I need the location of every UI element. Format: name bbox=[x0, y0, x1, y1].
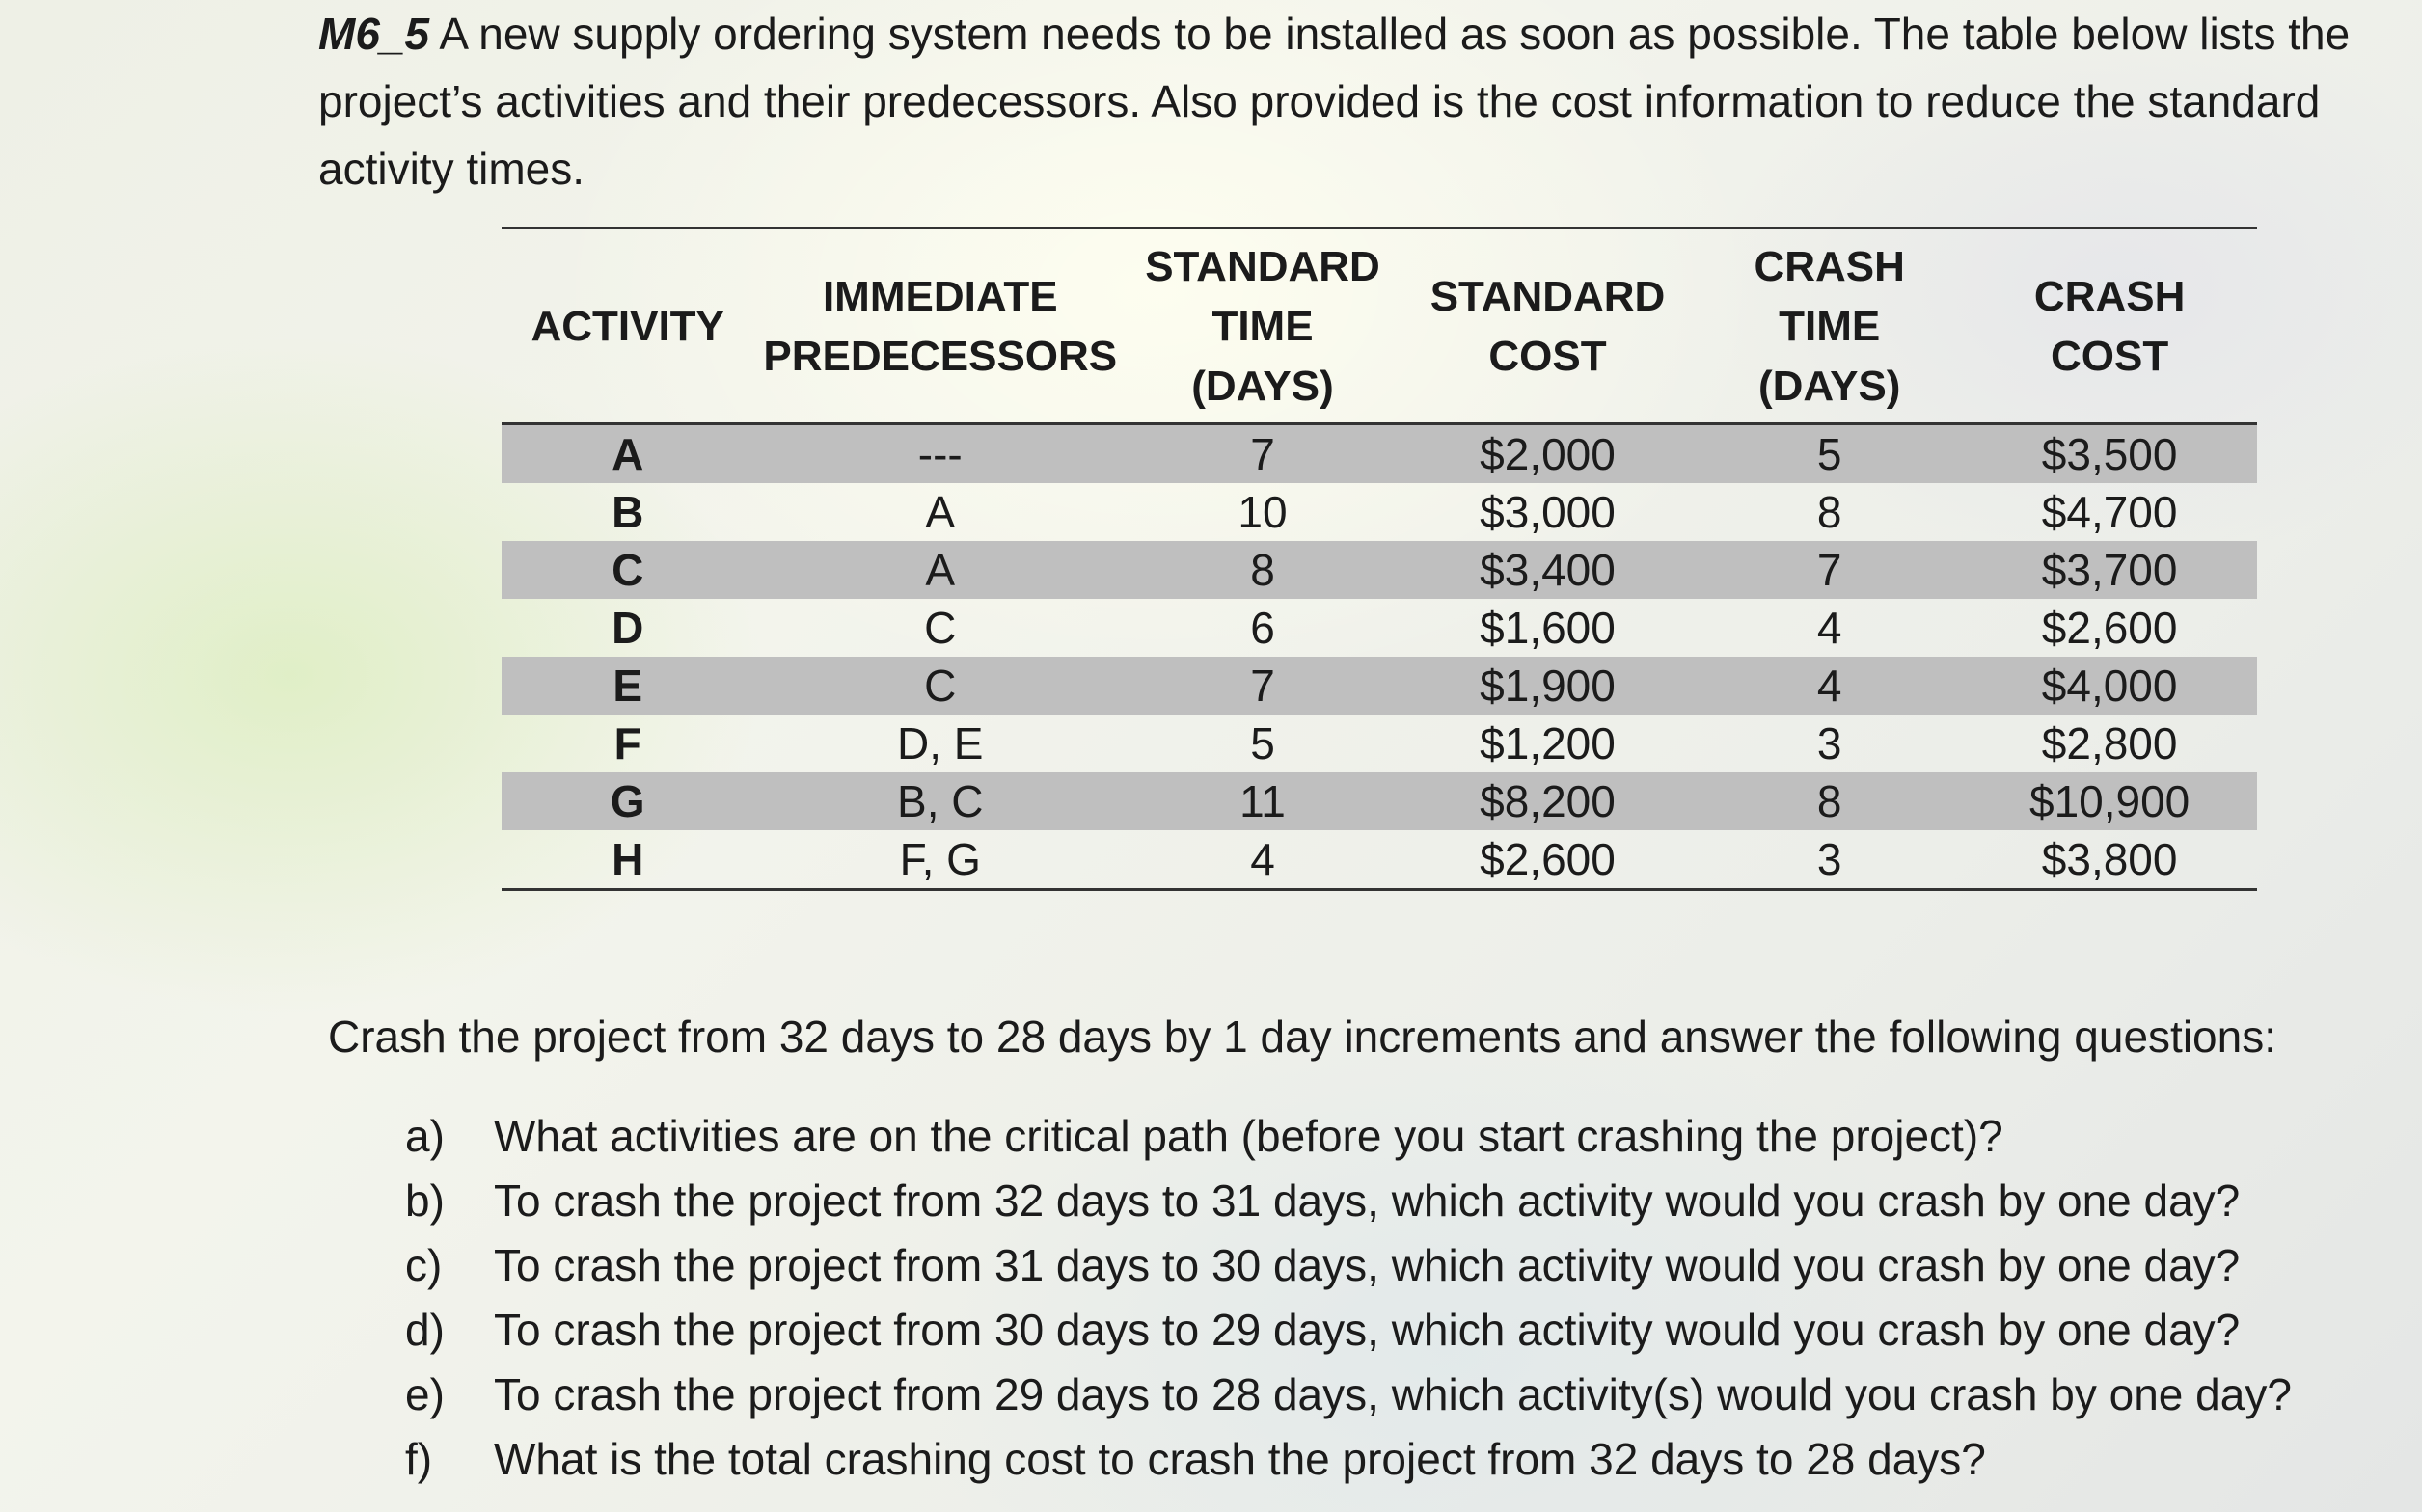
question-text: What activities are on the critical path (before you start crashing the project)? bbox=[494, 1111, 2003, 1161]
question-text: To crash the project from 32 days to 31 days, which activity would you crash by one day? bbox=[494, 1175, 2241, 1226]
question-item bbox=[405, 1427, 2392, 1492]
header-crash-cost: CRASH COST bbox=[1962, 229, 2257, 424]
cell-standard-cost: $3,000 bbox=[1480, 487, 1616, 537]
cell-crash-cost: $2,800 bbox=[2041, 718, 2178, 769]
question-item bbox=[405, 1363, 2392, 1427]
table-row bbox=[502, 483, 2257, 541]
cell-standard-time: 11 bbox=[1127, 772, 1399, 830]
cell-crash-cost: $3,700 bbox=[1962, 541, 2257, 599]
cell-crash-time: 5 bbox=[1697, 424, 1962, 484]
question-marker: e) bbox=[405, 1369, 445, 1419]
question-marker: b) bbox=[405, 1175, 445, 1226]
crash-instruction: Crash the project from 32 days to 28 days by 1 day increments and answer the following questions: bbox=[328, 1012, 2276, 1062]
cell-predecessors: A bbox=[925, 487, 956, 537]
question-item bbox=[405, 1169, 2392, 1233]
table-row bbox=[502, 715, 2257, 772]
table-row bbox=[502, 599, 2257, 657]
question-marker: c) bbox=[405, 1240, 443, 1290]
cell-standard-cost: $2,000 bbox=[1399, 424, 1697, 484]
cell-standard-time: 6 bbox=[1250, 603, 1275, 653]
cell-activity: G bbox=[502, 772, 753, 830]
question-item bbox=[405, 1233, 2392, 1298]
cell-activity: F bbox=[613, 718, 641, 769]
cell-standard-cost: $3,400 bbox=[1399, 541, 1697, 599]
table-row bbox=[502, 541, 2257, 599]
table-header-row bbox=[502, 229, 2257, 424]
cell-crash-time: 4 bbox=[1697, 657, 1962, 715]
header-activity: ACTIVITY bbox=[502, 229, 753, 424]
table-row bbox=[502, 830, 2257, 890]
cell-crash-cost: $2,600 bbox=[2041, 603, 2178, 653]
question-item bbox=[405, 1298, 2392, 1363]
problem-id: M6_5 bbox=[318, 9, 430, 59]
cell-crash-cost: $3,500 bbox=[1962, 424, 2257, 484]
cell-standard-cost: $8,200 bbox=[1399, 772, 1697, 830]
activity-table bbox=[502, 227, 2257, 891]
question-marker: a) bbox=[405, 1111, 445, 1161]
cell-predecessors: A bbox=[753, 541, 1127, 599]
cell-activity: D bbox=[612, 603, 644, 653]
cell-standard-time: 10 bbox=[1238, 487, 1288, 537]
question-marker: d) bbox=[405, 1305, 445, 1355]
cell-standard-time: 7 bbox=[1127, 657, 1399, 715]
cell-predecessors: F, G bbox=[753, 830, 1127, 890]
cell-standard-cost: $2,600 bbox=[1399, 830, 1697, 890]
cell-standard-time: 8 bbox=[1127, 541, 1399, 599]
header-predecessors: IMMEDIATE PREDECESSORS bbox=[753, 229, 1127, 424]
cell-standard-time: 5 bbox=[1250, 718, 1275, 769]
cell-standard-cost: $1,600 bbox=[1480, 603, 1616, 653]
question-text: What is the total crashing cost to crash the project from 32 days to 28 days? bbox=[494, 1434, 1986, 1484]
cell-standard-cost: $1,900 bbox=[1399, 657, 1697, 715]
cell-crash-cost: $10,900 bbox=[1962, 772, 2257, 830]
cell-standard-time: 7 bbox=[1127, 424, 1399, 484]
cell-predecessors: B, C bbox=[753, 772, 1127, 830]
header-standard-cost: STANDARD COST bbox=[1399, 229, 1697, 424]
cell-crash-time: 3 bbox=[1697, 830, 1962, 890]
cell-standard-cost: $1,200 bbox=[1480, 718, 1616, 769]
cell-predecessors: D, E bbox=[897, 718, 984, 769]
cell-crash-time: 8 bbox=[1816, 487, 1842, 537]
cell-standard-time: 4 bbox=[1127, 830, 1399, 890]
header-standard-time: STANDARD TIME (DAYS) bbox=[1127, 229, 1399, 424]
cell-activity: B bbox=[612, 487, 644, 537]
cell-crash-time: 7 bbox=[1697, 541, 1962, 599]
question-marker: f) bbox=[405, 1434, 433, 1484]
cell-activity: C bbox=[502, 541, 753, 599]
cell-crash-cost: $4,700 bbox=[2041, 487, 2178, 537]
table-row bbox=[502, 772, 2257, 830]
cell-crash-time: 4 bbox=[1816, 603, 1842, 653]
cell-crash-time: 3 bbox=[1816, 718, 1842, 769]
question-item bbox=[405, 1104, 2392, 1169]
cell-activity: A bbox=[502, 424, 753, 484]
question-list bbox=[405, 1104, 2392, 1492]
cell-crash-cost: $4,000 bbox=[1962, 657, 2257, 715]
cell-activity: H bbox=[502, 830, 753, 890]
question-text: To crash the project from 31 days to 30 days, which activity would you crash by one day? bbox=[494, 1240, 2241, 1290]
cell-crash-cost: $3,800 bbox=[1962, 830, 2257, 890]
problem-intro bbox=[318, 0, 2402, 202]
cell-predecessors: C bbox=[924, 603, 957, 653]
table-row bbox=[502, 657, 2257, 715]
header-crash-time: CRASH TIME (DAYS) bbox=[1697, 229, 1962, 424]
question-text: To crash the project from 29 days to 28 days, which activity(s) would you crash by one day? bbox=[494, 1369, 2292, 1419]
problem-intro-text: A new supply ordering system needs to be installed as soon as possible. The table below lists the project’s activities and their predecessors. Also provided is the cost information to reduce the standard activity times. bbox=[318, 9, 2351, 194]
table-row bbox=[502, 424, 2257, 484]
cell-crash-time: 8 bbox=[1697, 772, 1962, 830]
cell-activity: E bbox=[502, 657, 753, 715]
cell-predecessors: --- bbox=[753, 424, 1127, 484]
question-text: To crash the project from 30 days to 29 days, which activity would you crash by one day? bbox=[494, 1305, 2241, 1355]
cell-predecessors: C bbox=[753, 657, 1127, 715]
